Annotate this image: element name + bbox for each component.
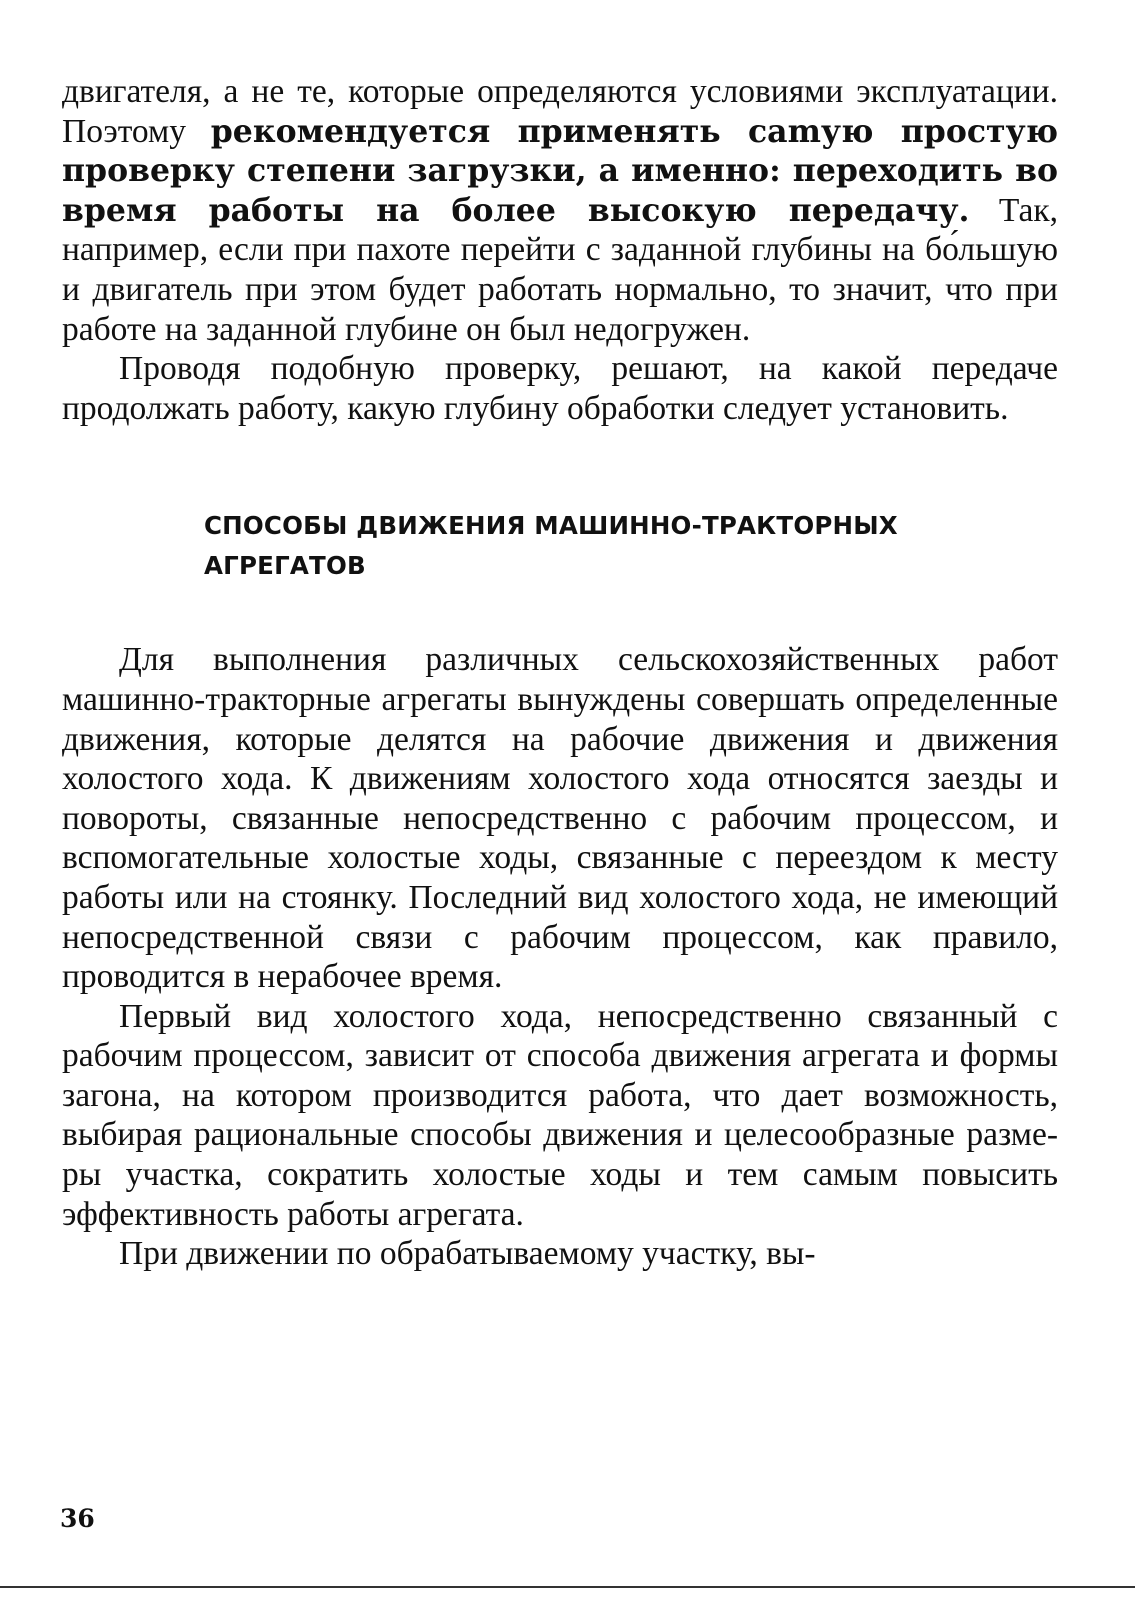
page-body (62, 72, 1058, 1274)
paragraph-2: Проводя подобную проверку, решают, на какой передаче продолжать работу, какую глубину обработки следует установить. (62, 350, 1058, 427)
page-number: 36 (60, 1504, 95, 1533)
paragraph-3: Для выполнения различных сельскохозяйственных работ машинно-тракторные агрегаты вынуждены совершать определенные движения, которые делятся на рабочие движения и движения холостого хода. К движениям холостого хода относятся заезды и повороты, связанные непосредственно с рабочим процессом, и вспомогательные холостые ходы, связанные с переездом к месту работы или на стоянку. Последний вид холостого хода, не имеющий непосредственной связи с рабочим процессом, как правило, проводится в нерабочее время. (62, 641, 1058, 996)
paragraph-1 (62, 72, 1058, 349)
paragraph-1-rest: Так, например, если при пахоте перейти с заданной глубины на бо́льшую и двигатель при этом будет работать нормально, то значит, что при работе на заданной глубине он был недогружен. (62, 191, 1058, 348)
bottom-rule (0, 1586, 1135, 1588)
paragraph-1-intro: двигателя, а не те, которые определяются условиями эксплуатации. Поэтому (62, 73, 1058, 150)
section-spacer (62, 586, 1058, 640)
section-heading-line-2: АГРЕГАТОВ (204, 551, 366, 581)
paragraph-5: При движении по обрабатываемому участку, вы- (119, 1235, 816, 1273)
section-heading-line-1: СПОСОБЫ ДВИЖЕНИЯ МАШИННО-ТРАКТОРНЫХ (204, 511, 898, 541)
paragraph-1-emphasis: рекомендуется применять саmую простую проверку степени загрузки, а именно: переходить во время работы на более высокую передачу. (62, 112, 1058, 229)
section-heading (204, 506, 964, 586)
paragraph-4: Первый вид холостого хода, непосредственно связанный с рабочим процессом, зависит от способа движения агрегата и формы загона, на котором производится работа, что дает возможность, выбирая рациональные способы движения и целесообразные размеры участка, сократить холостые ходы и тем самым повысить эффективность работы агрегата. (62, 997, 1058, 1233)
